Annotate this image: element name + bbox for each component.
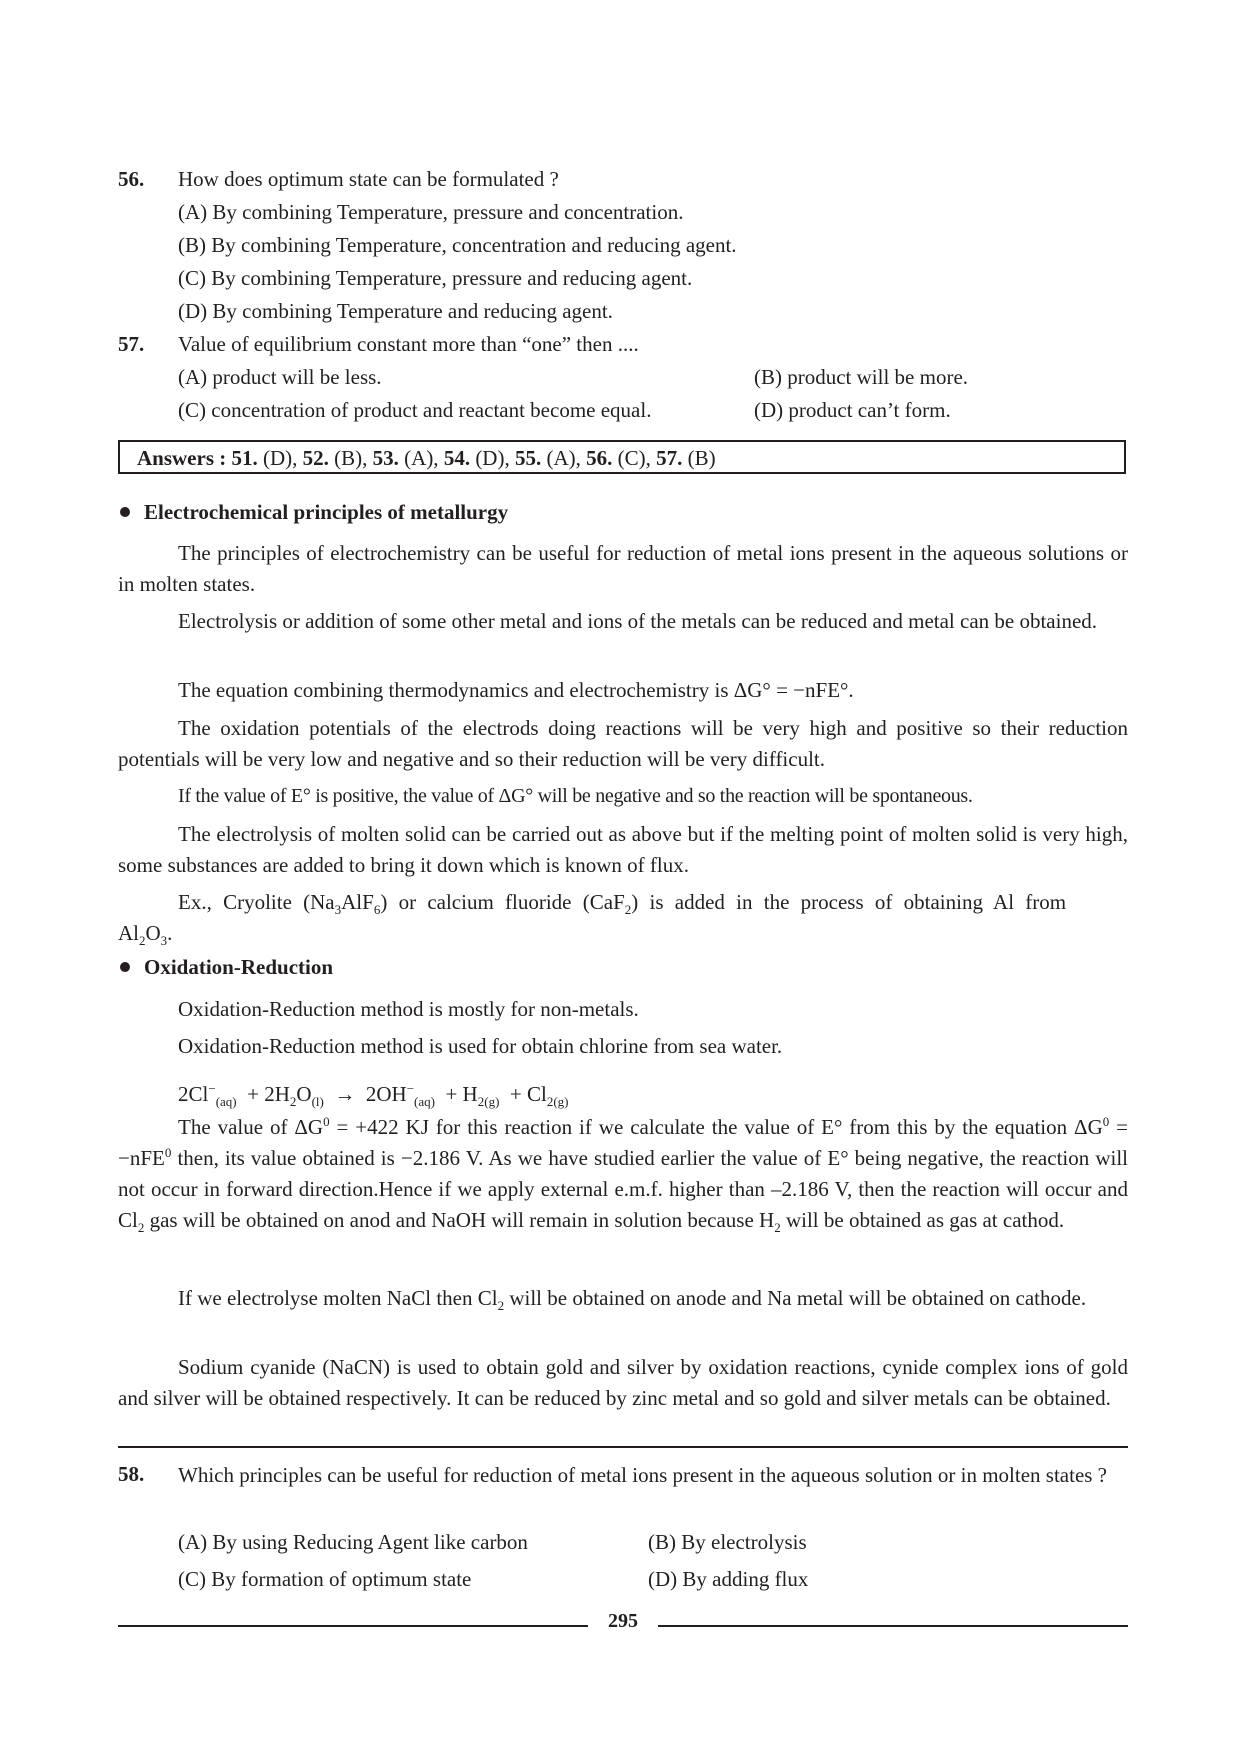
question-text: Value of equilibrium constant more than “one” then .... (178, 332, 639, 356)
option-d: (D) By combining Temperature and reducing agent. (178, 299, 613, 323)
option-a: (A) By using Reducing Agent like carbon (178, 1530, 528, 1554)
answer-value: (A), (546, 446, 581, 470)
answer-number: 56. (586, 446, 613, 470)
answer-number: 55. (514, 446, 542, 470)
section-heading (120, 955, 333, 980)
question-number: 57. (118, 332, 145, 356)
divider (118, 1446, 1128, 1448)
question-number: 58. (118, 1462, 145, 1486)
bullet-icon (120, 962, 130, 972)
bullet-icon (120, 507, 130, 517)
section-heading (120, 500, 508, 525)
answer-value: (C), (617, 446, 651, 470)
heading-text: Electrochemical principles of metallurgy (144, 500, 509, 524)
answer-value: (D), (475, 446, 510, 470)
option-d: (D) product can’t form. (754, 398, 951, 422)
option-b: (B) By combining Temperature, concentration and reducing agent. (178, 233, 737, 257)
page (118, 0, 1128, 1755)
paragraph: Electrolysis or addition of some other metal and ions of the metals can be reduced and metal can be obtained. (178, 609, 1098, 633)
paragraph: Oxidation-Reduction method is used for obtain chlorine from sea water. (178, 1034, 783, 1058)
paragraph: The principles of electrochemistry can be useful for reduction of metal ions present in the aqueous solutions or in molten states. (118, 541, 1128, 596)
heading-text: Oxidation-Reduction (144, 955, 334, 979)
paragraph: If we electrolyse molten NaCl then $Cl_2$ will be obtained on anode and Na metal will be obtained on cathode. (178, 1286, 1087, 1314)
footer-rule-right (658, 1625, 1128, 1627)
answer-number: 51. (231, 446, 258, 470)
option-d: (D) By adding flux (648, 1567, 809, 1591)
paragraph: The oxidation potentials of the electrods doing reactions will be very high and positive so their reduction potentials will be very low and negative and so their reduction will be very difficult. (118, 716, 1128, 771)
option-b: (B) product will be more. (754, 365, 969, 389)
answers-label: Answers : (137, 446, 227, 470)
answer-number: 57. (656, 446, 683, 470)
paragraph: $Al_2O_3$. (118, 921, 173, 949)
paragraph: The electrolysis of molten solid can be carried out as above but if the melting point of molten solid is very high, some substances are added to bring it down which is known of flux. (118, 822, 1128, 877)
answer-value: (D), (263, 446, 298, 470)
option-c: (C) By combining Temperature, pressure and reducing agent. (178, 266, 693, 290)
page-number: 295 (608, 1610, 638, 1632)
answers-text (137, 446, 716, 471)
answer-number: 53. (372, 446, 399, 470)
option-c: (C) By formation of optimum state (178, 1567, 472, 1591)
chemical-equation: $2Cl^-_{(aq)} + 2H_2O_{(l)} \to 2OH^-_{(aq)} + H_{2(g)} + Cl_{2(g)}$ (178, 1081, 569, 1110)
answer-number: 54. (443, 446, 471, 470)
answer-value: (B) (687, 446, 716, 470)
question-text: Which principles can be useful for reduction of metal ions present in the aqueous solution or in molten states ? (178, 1463, 1108, 1487)
answer-value: (B), (334, 446, 368, 470)
paragraph: Sodium cyanide (NaCN) is used to obtain gold and silver by oxidation reactions, cynide complex ions of gold and silver will be obtained respectively. It can be reduced by zinc metal and so gold and silver metals can be obtained. (118, 1355, 1128, 1410)
question-number: 56. (118, 167, 145, 191)
option-b: (B) By electrolysis (648, 1530, 807, 1554)
option-c: (C) concentration of product and reactant become equal. (178, 398, 652, 422)
paragraph: Oxidation-Reduction method is mostly for non-metals. (178, 997, 639, 1021)
answer-value: (A), (404, 446, 439, 470)
answers-box (118, 440, 1126, 474)
option-a: (A) product will be less. (178, 365, 382, 389)
question-text: How does optimum state can be formulated ? (178, 167, 559, 191)
paragraph: The value of $\Delta G^0 = +422$ KJ for this reaction if we calculate the value of E° from this by the equation $\Delta G^0 = -nFE^0$ then, its value obtained is −2.186 V. As we have studied earlier the value of E° being negative, the reaction will not occur in forward direction.Hence if we apply external e.m.f. higher than –2.186 V, then the reaction will occur and $Cl_2$ gas will be obtained on anod and NaOH will remain in solution because $H_2$ will be obtained as gas at cathod. (118, 1114, 1129, 1236)
option-a: (A) By combining Temperature, pressure and concentration. (178, 200, 684, 224)
answer-number: 52. (302, 446, 329, 470)
paragraph: The equation combining thermodynamics and electrochemistry is ΔG° = −nFE°. (178, 678, 854, 702)
paragraph: If the value of E° is positive, the value of ΔG° will be negative and so the reaction will be spontaneous. (178, 785, 973, 807)
footer-rule-left (118, 1625, 588, 1627)
paragraph: Ex., Cryolite $(Na_3AlF_6)$ or calcium fluoride (CaF$_2$) is added in the process of obtaining Al from (178, 890, 1067, 918)
